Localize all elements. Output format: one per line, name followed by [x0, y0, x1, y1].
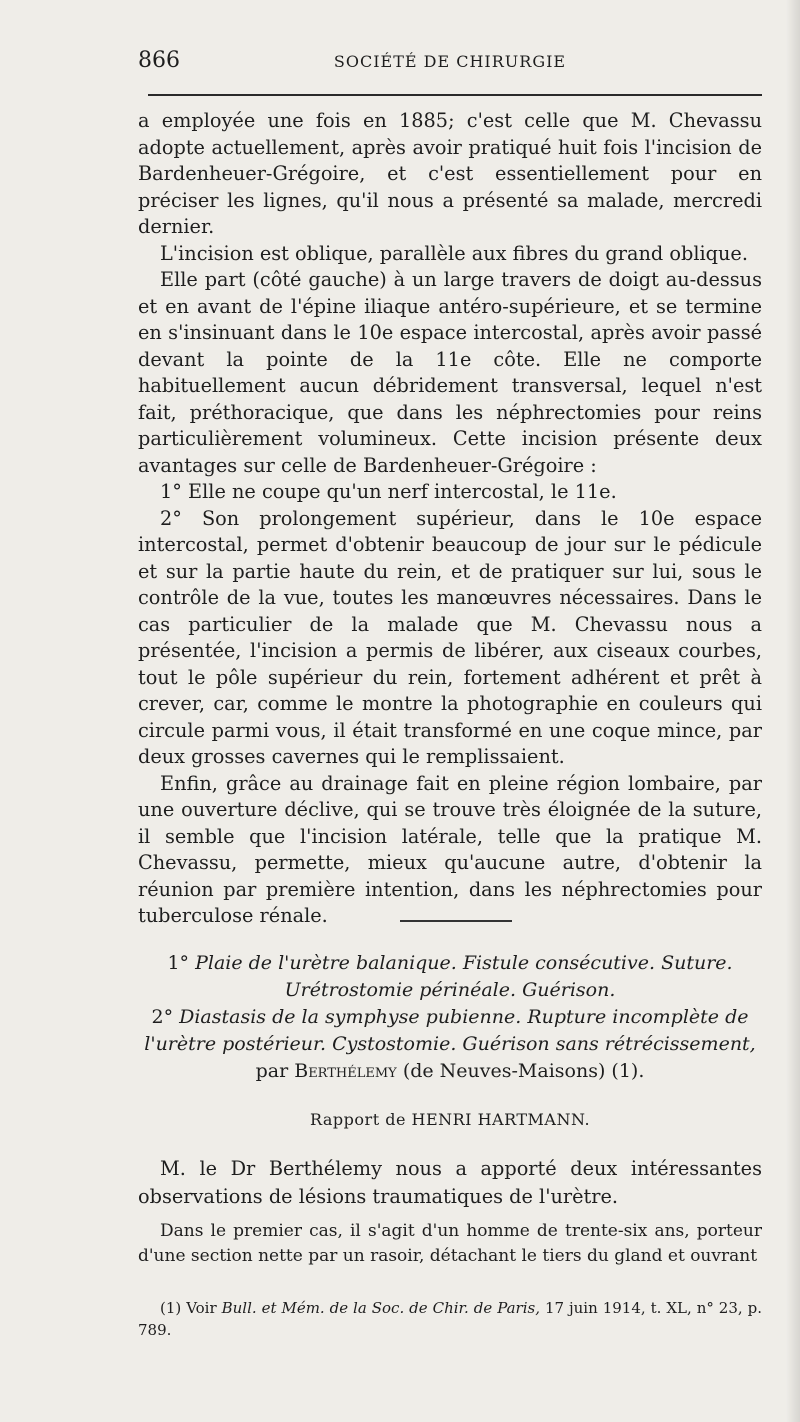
- article-title-2: [138, 1004, 762, 1058]
- section-separator: [400, 920, 512, 922]
- article-titles: [138, 950, 762, 1085]
- paragraph: Elle part (côté gauche) à un large travers de doigt au-dessus et en avant de l'épine iliaque antéro-supérieure, et se termine en s'insinuant dans le 10e espace intercostal, après avoir passé devant la pointe de la 11e côte. Elle ne comporte habituellement aucun débridement transversal, lequel n'est fait, préthoracique, que dans les néphrectomies pour reins particulièrement volumineux. Cette incision présente deux avantages sur celle de Bardenheuer-Grégoire :: [138, 268, 762, 477]
- page-number: 866: [138, 48, 180, 73]
- report-text: [138, 1155, 762, 1269]
- title-number: 2°: [151, 1006, 174, 1028]
- running-head: SOCIÉTÉ DE CHIRURGIE: [333, 52, 567, 71]
- paragraph: M. le Dr Berthélemy nous a apporté deux intéressantes observations de lésions traumatiques de l'urètre.: [138, 1157, 762, 1208]
- header-rule: [148, 94, 762, 96]
- author-prefix: par: [255, 1060, 289, 1082]
- article-author-line: [138, 1058, 762, 1085]
- report-byline: Rapport de HENRI HARTMANN.: [309, 1110, 591, 1129]
- footnote: [138, 1297, 762, 1341]
- title-text: Diastasis de la symphyse pubienne. Rupture incomplète de l'urètre postérieur. Cystostomie. Guérison sans rétrécissement,: [144, 1006, 756, 1055]
- article-title-1: [138, 950, 762, 1004]
- paragraph: L'incision est oblique, parallèle aux fibres du grand oblique.: [160, 241, 748, 265]
- paragraph: a employée une fois en 1885; c'est celle que M. Chevassu adopte actuellement, après avoir pratiqué huit fois l'incision de Bardenheuer-Grégoire, et c'est essentiellement pour en préciser les lignes, qu'il nous a présenté sa malade, mercredi dernier.: [138, 109, 762, 238]
- main-text: [138, 108, 762, 930]
- paragraph: Enfin, grâce au drainage fait en pleine région lombaire, par une ouverture déclive, qui se trouve très éloignée de la suture, il semble que l'incision latérale, telle que la pratique M. Chevassu, permette, mieux qu'aucune autre, d'obtenir la réunion par première intention, dans les néphrectomies pour tuberculose rénale.: [138, 771, 762, 927]
- page-header: [138, 48, 762, 78]
- author-name: Berthélemy: [294, 1060, 397, 1082]
- title-number: 1°: [167, 952, 190, 974]
- paragraph: Dans le premier cas, il s'agit d'un homme de trente-six ans, porteur d'une section nette par un rasoir, détachant le tiers du gland et ouvrant: [138, 1221, 762, 1266]
- author-affiliation: (de Neuves-Maisons) (1).: [402, 1060, 645, 1082]
- footnote-journal: Bull. et Mém. de la Soc. de Chir. de Paris,: [221, 1299, 540, 1317]
- footnote-prefix: (1) Voir: [160, 1299, 217, 1317]
- footnote-reference: 17 juin 1914, t. XL, n° 23, p. 789.: [138, 1299, 762, 1339]
- paragraph: 1° Elle ne coupe qu'un nerf intercostal, le 11e.: [160, 480, 617, 503]
- title-text: Plaie de l'urètre balanique. Fistule consécutive. Suture. Urétrostomie périnéale. Guérison.: [195, 952, 733, 1001]
- page-edge-shadow: [786, 0, 800, 1422]
- paragraph: 2° Son prolongement supérieur, dans le 10e espace intercostal, permet d'obtenir beaucoup de jour sur le pédicule et sur la partie haute du rein, et de pratiquer sur lui, sous le contrôle de la vue, toutes les manœuvres nécessaires. Dans le cas particulier de la malade que M. Chevassu nous a présentée, l'incision a permis de libérer, aux ciseaux courbes, tout le pôle supérieur du rein, fortement adhérent et prêt à crever, car, comme le montre la photographie en couleurs qui circule parmi vous, il était transformé en une coque mince, par deux grosses cavernes qui le remplissaient.: [138, 506, 762, 768]
